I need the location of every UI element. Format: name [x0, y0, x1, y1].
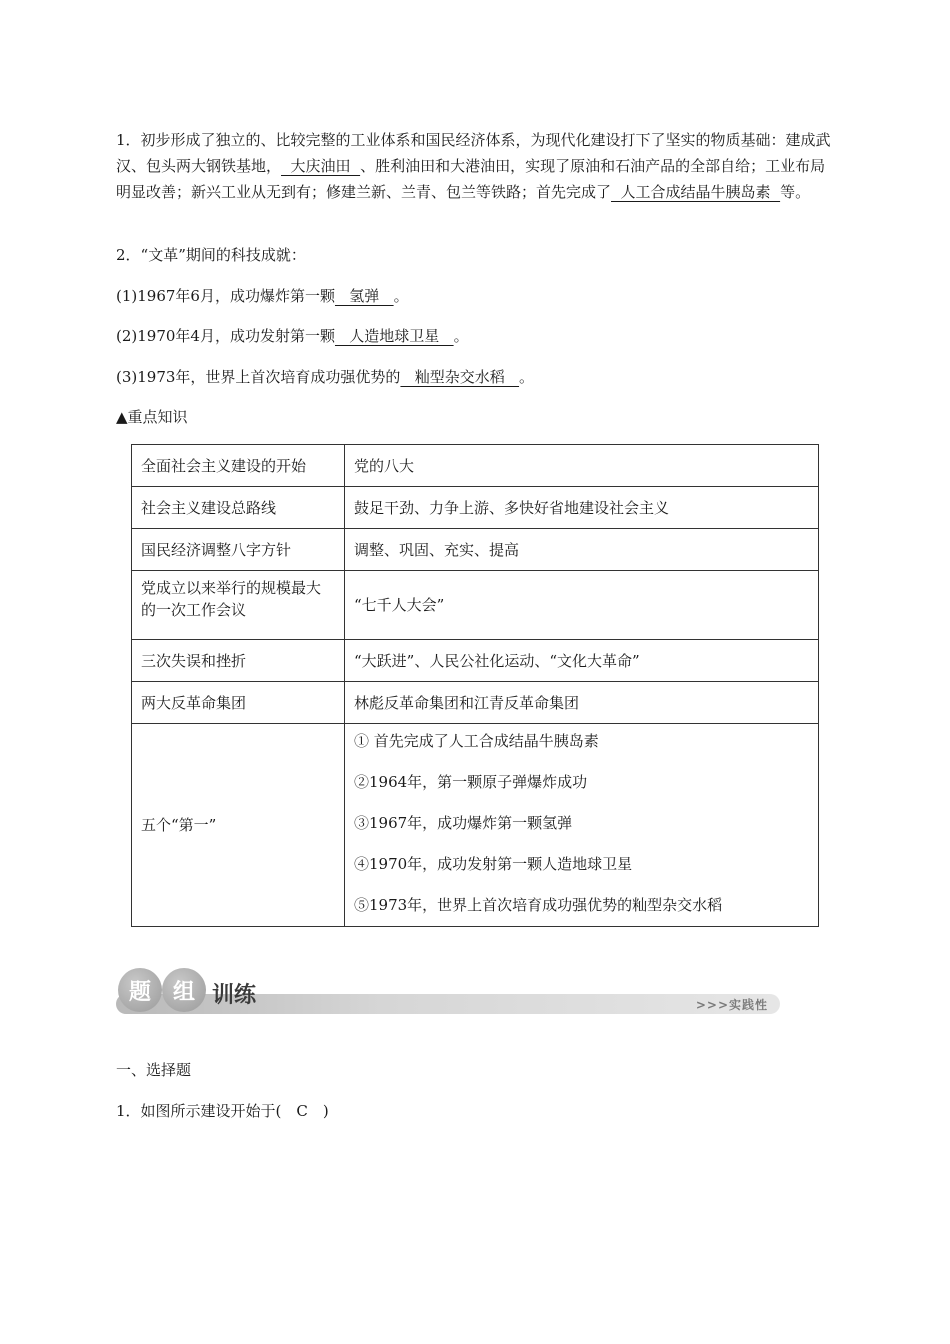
- banner-char: 组: [162, 968, 206, 1012]
- table-value: 鼓足干劲、力争上游、多快好省地建设社会主义: [354, 498, 670, 517]
- table-row: [132, 724, 819, 927]
- table-row: [132, 445, 819, 487]
- table-row: [132, 529, 819, 571]
- list-item: ③1967年，成功爆炸第一颗氢弹: [354, 814, 573, 832]
- table-row: [132, 487, 819, 529]
- banner-tag: >>>实践性: [695, 998, 768, 1012]
- table-row: [132, 682, 819, 724]
- paragraph-text: 1．初步形成了独立的、比较完整的工业体系和国民经济体系，为现代化建设打下了坚实的物质基础：建成武汉、包头两大钢铁基地，: [116, 131, 831, 175]
- table-key: 三次失误和挫折: [141, 651, 247, 670]
- paragraph-industry: [116, 127, 836, 205]
- table-key: 党成立以来举行的规模最大的一次工作会议: [141, 579, 322, 619]
- paragraph-text: 、胜利油田和大港油田，实现了原油和石油产品的全部自给；工业布局明显改善；新兴工业从无到有；修建兰新、兰青、包兰等铁路；首先完成了: [116, 157, 826, 201]
- list-item: ②1964年，第一颗原子弹爆炸成功: [354, 773, 588, 791]
- table-value: “七千人大会”: [354, 596, 445, 614]
- key-knowledge-title: ▲重点知识: [116, 408, 188, 426]
- sub-item-text: 。: [453, 327, 469, 345]
- sub-item-3: [116, 366, 534, 388]
- knowledge-table: [131, 444, 819, 927]
- table-key: 社会主义建设总路线: [141, 498, 277, 517]
- list-item: ④1970年，成功发射第一颗人造地球卫星: [354, 855, 633, 873]
- paragraph-text: 等。: [780, 183, 811, 201]
- table-value: 调整、巩固、充实、提高: [354, 540, 520, 559]
- answer-blank: 籼型杂交水稻: [400, 368, 520, 386]
- table-key: 国民经济调整八字方针: [141, 540, 292, 559]
- sub-item-2: [116, 325, 469, 347]
- table-value: 林彪反革命集团和江青反革命集团: [354, 693, 580, 712]
- banner-char: 题: [118, 968, 162, 1012]
- answer-blank: 人工合成结晶牛胰岛素: [611, 183, 781, 201]
- table-row: [132, 571, 819, 640]
- table-key: 五个“第一”: [141, 816, 217, 834]
- sub-item-text: (1)1967年6月，成功爆炸第一颗: [116, 287, 335, 305]
- answer-blank: 人造地球卫星: [334, 327, 454, 345]
- paragraph-tech-heading: 2．“文革”期间的科技成就：: [116, 246, 306, 264]
- exercise-banner: [116, 966, 780, 1018]
- list-item: ⑤1973年，世界上首次培育成功强优势的籼型杂交水稻: [354, 896, 723, 914]
- section-title: 一、选择题: [116, 1061, 192, 1079]
- sub-item-text: 。: [393, 287, 409, 305]
- table-key: 两大反革命集团: [141, 693, 247, 712]
- answer-blank: 大庆油田: [281, 157, 361, 175]
- sub-item-1: [116, 285, 409, 307]
- banner-title: 训练: [212, 983, 257, 1008]
- sub-item-text: (3)1973年，世界上首次培育成功强优势的: [116, 368, 401, 386]
- table-value: 党的八大: [354, 456, 415, 475]
- table-row: [132, 640, 819, 682]
- question-1: 1．如图所示建设开始于( C ): [116, 1102, 329, 1120]
- table-value: “大跃进”、人民公社化运动、“文化大革命”: [354, 651, 640, 670]
- list-item: ① 首先完成了人工合成结晶牛胰岛素: [354, 732, 599, 750]
- answer-blank: 氢弹: [334, 287, 394, 305]
- table-key: 全面社会主义建设的开始: [141, 456, 307, 475]
- sub-item-text: 。: [519, 368, 535, 386]
- sub-item-text: (2)1970年4月，成功发射第一颗: [116, 327, 335, 345]
